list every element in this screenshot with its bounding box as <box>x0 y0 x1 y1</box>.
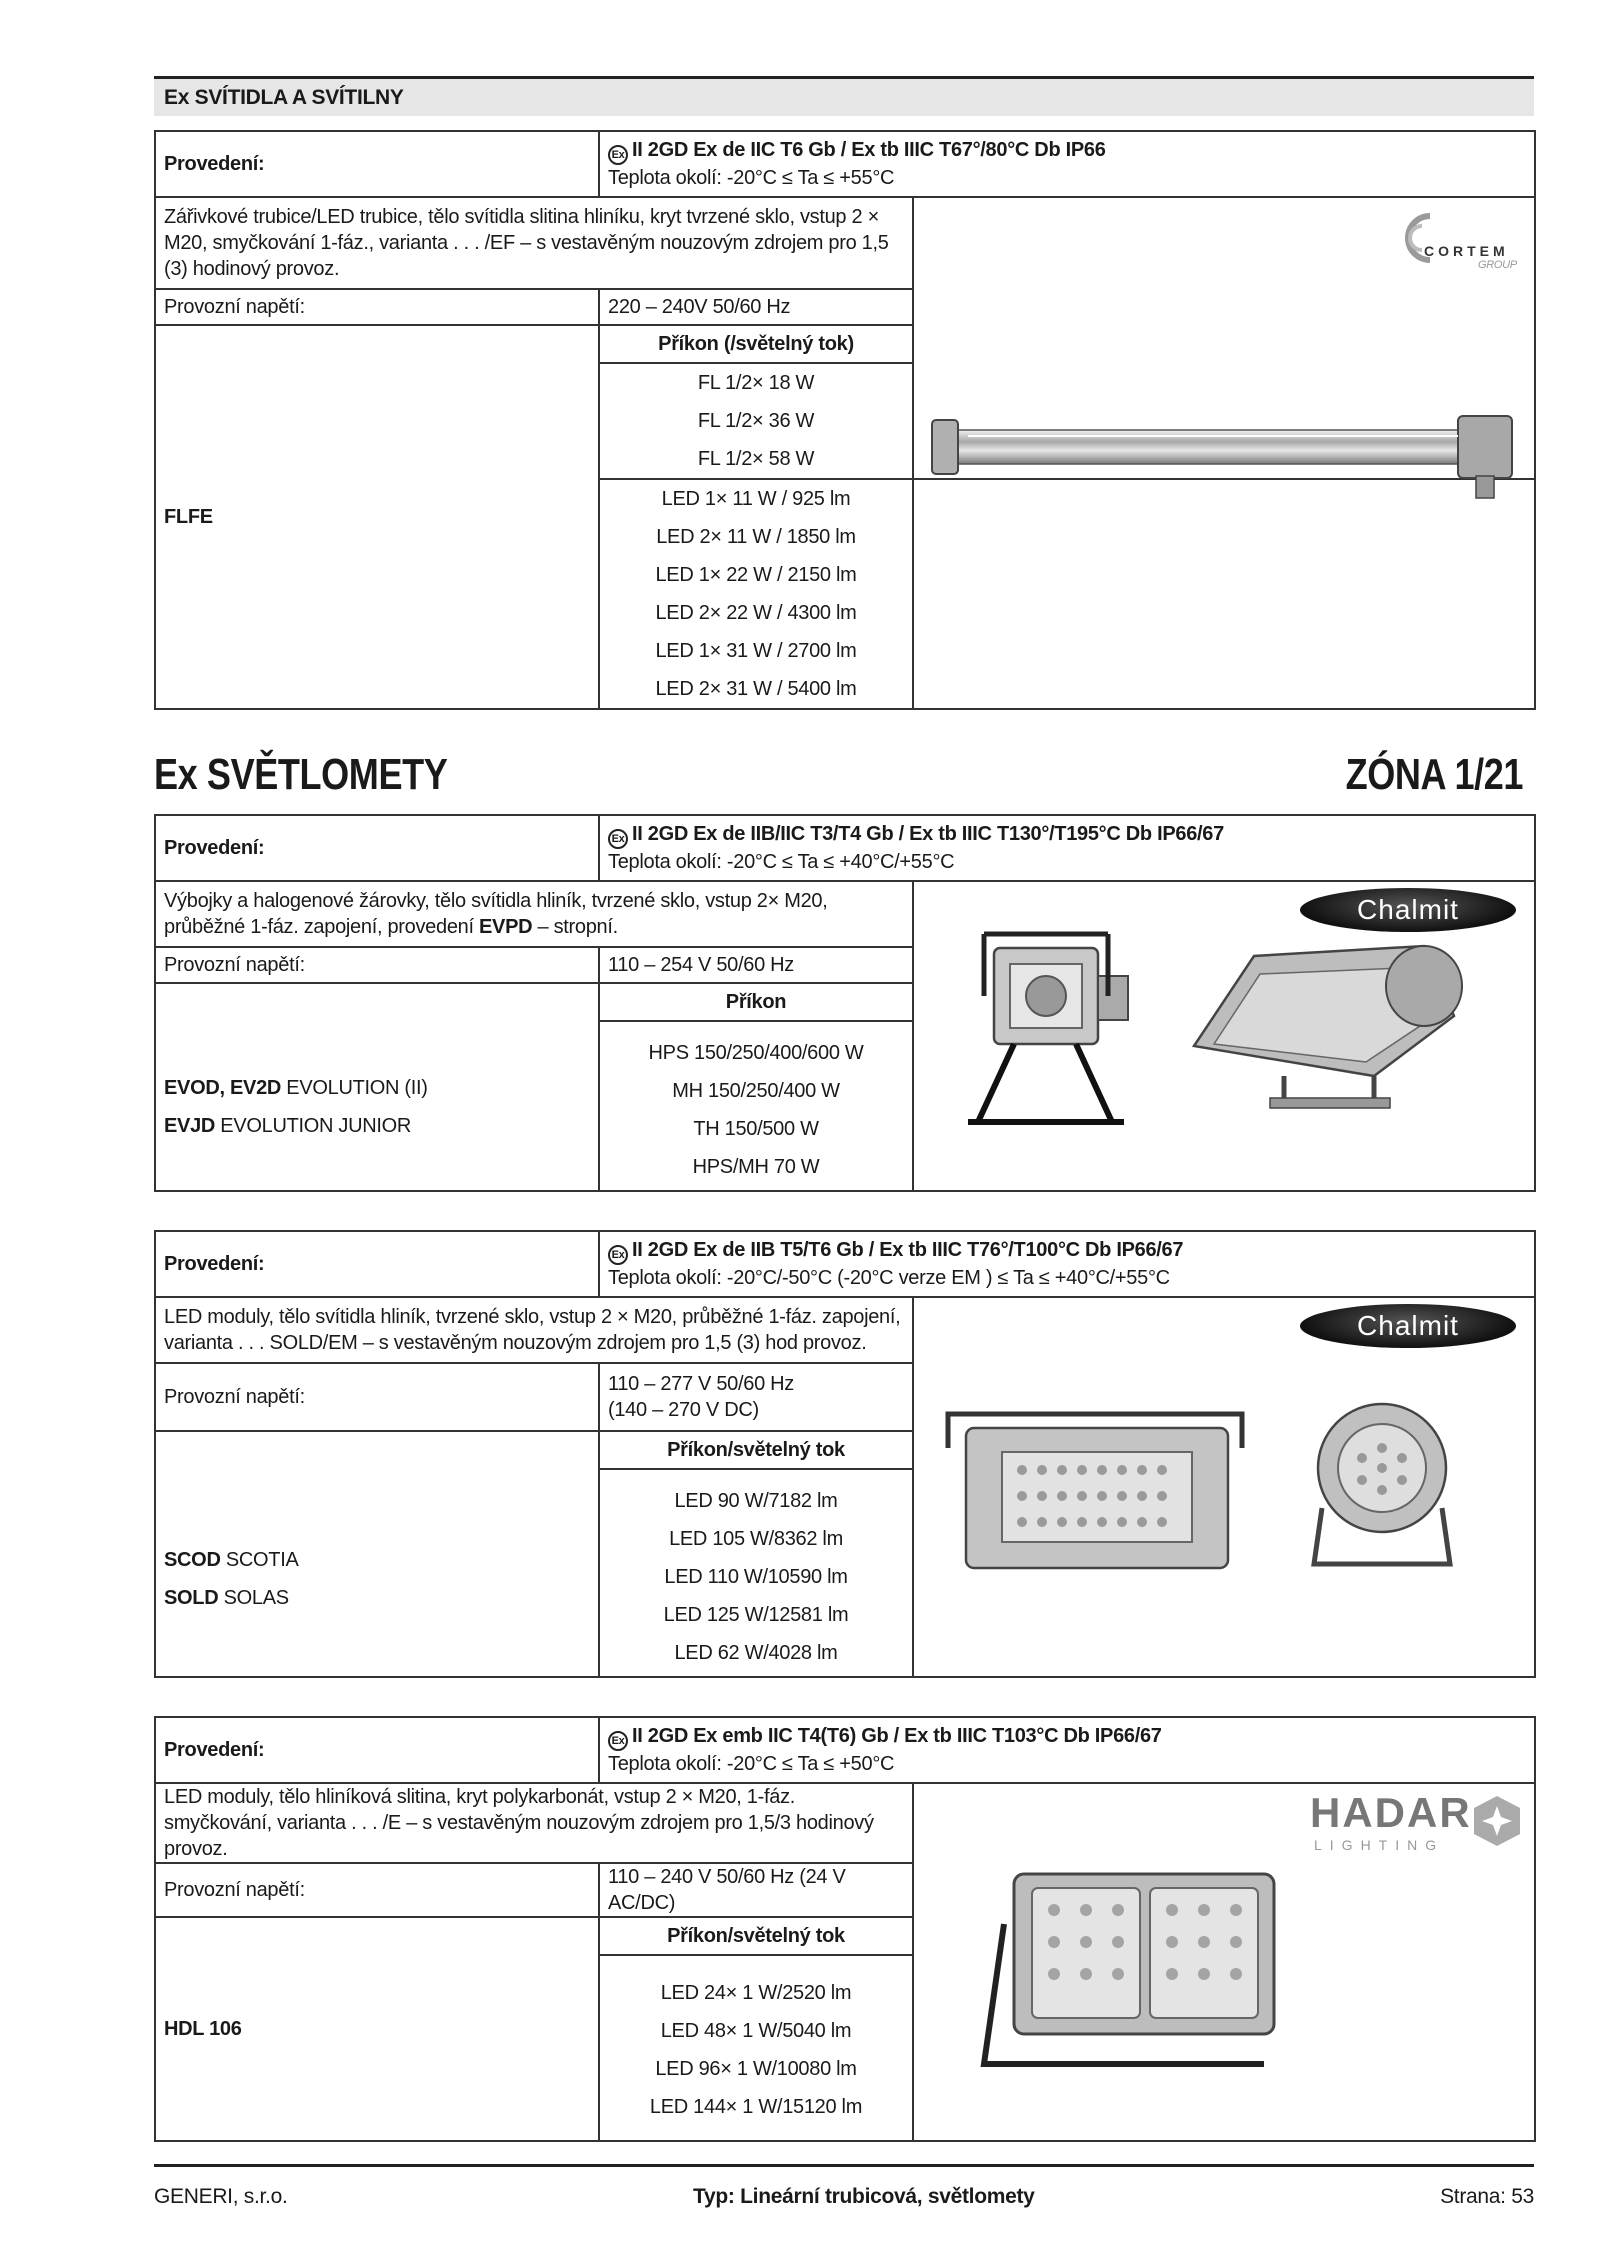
model-code: FLFE <box>164 506 213 528</box>
power-header: Příkon <box>599 983 913 1021</box>
model-item: SOLD SOLAS <box>164 1587 289 1609</box>
model-cell <box>155 1917 599 2141</box>
power-item: LED 62 W/4028 lm <box>674 1642 838 1664</box>
provedeni-label: Provedení: <box>164 1253 265 1275</box>
ex-rating: II 2GD Ex de IIB T5/T6 Gb / Ex tb IIIC T76°/T100°C Db IP66/67 <box>632 1239 1184 1261</box>
power-item: TH 150/500 W <box>693 1118 819 1140</box>
ambient-temperature: Teplota okolí: -20°C ≤ Ta ≤ +55°C <box>608 167 895 189</box>
power-list <box>599 1021 913 1191</box>
voltage-label: Provozní napětí: <box>155 289 599 325</box>
page <box>154 76 1534 2142</box>
model-cell <box>155 1431 599 1677</box>
voltage-label: Provozní napětí: <box>155 1863 599 1917</box>
ex-icon: Ex <box>608 829 628 849</box>
ambient-temperature: Teplota okolí: -20°C ≤ Ta ≤ +50°C <box>608 1753 895 1775</box>
ex-rating: II 2GD Ex emb IIC T4(T6) Gb / Ex tb IIIC T103°C Db IP66/67 <box>632 1725 1162 1747</box>
power-header: Příkon/světelný tok <box>599 1917 913 1955</box>
power-item: FL 1/2× 36 W <box>697 410 815 432</box>
chalmit-logo: Chalmit <box>1300 888 1516 932</box>
model-item: EVOD, EV2D EVOLUTION (II) <box>164 1077 428 1099</box>
description: LED moduly, tělo hliníková slitina, kryt polykarbonát, vstup 2 × M20, 1-fáz. smyčkování, varianta . . . /E – s vestavěným nouzovým zdrojem pro 1,5/3 hodinový provoz. <box>155 1783 913 1863</box>
power-group-led <box>599 479 913 709</box>
power-item: LED 2× 11 W / 1850 lm <box>656 526 856 548</box>
footer-company: GENERI, s.r.o. <box>154 2185 288 2208</box>
model-item: EVJD EVOLUTION JUNIOR <box>164 1115 412 1137</box>
ex-rating-cell <box>599 1717 1535 1783</box>
power-item: LED 110 W/10590 lm <box>664 1566 848 1588</box>
power-item: MH 150/250/400 W <box>672 1080 840 1102</box>
power-item: LED 1× 22 W / 2150 lm <box>655 564 857 586</box>
section-heading <box>154 750 1535 800</box>
power-group-fl <box>599 363 913 479</box>
tube-luminaire-image <box>928 406 1528 526</box>
ex-rating-cell <box>599 131 1535 197</box>
voltage-value: 110 – 254 V 50/60 Hz <box>599 947 913 983</box>
heading-left: Ex SVĚTLOMETY <box>154 750 448 799</box>
ex-icon: Ex <box>608 1245 628 1265</box>
power-item: HPS 150/250/400/600 W <box>648 1042 864 1064</box>
footer-type: Typ: Lineární trubicová, světlomety <box>693 2185 1035 2208</box>
power-item: LED 1× 11 W / 925 lm <box>661 488 851 510</box>
chalmit-logo: Chalmit <box>1300 1304 1516 1348</box>
power-item: FL 1/2× 18 W <box>697 372 815 394</box>
power-item: LED 48× 1 W/5040 lm <box>660 2020 852 2042</box>
power-item: LED 105 W/8362 lm <box>669 1528 843 1550</box>
hadar-icon <box>1470 1794 1524 1848</box>
ex-icon: Ex <box>608 1731 628 1751</box>
ambient-temperature: Teplota okolí: -20°C/-50°C (-20°C verze EM ) ≤ Ta ≤ +40°C/+55°C <box>608 1267 1170 1289</box>
power-item: HPS/MH 70 W <box>692 1156 820 1178</box>
power-item: LED 24× 1 W/2520 lm <box>660 1982 852 2004</box>
description: Zářivkové trubice/LED trubice, tělo svítidla slitina hliníku, kryt tvrzené sklo, vstup 2 × M20, smyčkování 1-fáz., varianta . . . /EF – s vestavěným nouzovým zdrojem pro 1,5 (3) hodinový provoz. <box>155 197 913 289</box>
voltage-label: Provozní napětí: <box>155 947 599 983</box>
heading-right: ZÓNA 1/21 <box>1345 750 1524 799</box>
ex-rating: II 2GD Ex de IIC T6 Gb / Ex tb IIIC T67°/80°C Db IP66 <box>632 139 1106 161</box>
product-image-cell <box>913 197 1535 479</box>
product-image-cell <box>913 1297 1535 1677</box>
ex-rating-cell <box>599 815 1535 881</box>
ex-rating-cell <box>599 1231 1535 1297</box>
spec-table-hdl106 <box>154 1716 1536 2142</box>
section-title: Ex SVÍTIDLA A SVÍTILNY <box>154 76 1534 116</box>
floodlight-image <box>954 926 1514 1126</box>
provedeni-label: Provedení: <box>164 837 265 859</box>
description: Výbojky a halogenové žárovky, tělo svítidla hliník, tvrzené sklo, vstup 2× M20, průběžné 1-fáz. zapojení, provedení EVPD – stropní. <box>155 881 913 947</box>
model-cell <box>155 325 599 709</box>
cortem-brand: CORTEM <box>1424 243 1509 259</box>
power-item: LED 1× 31 W / 2700 lm <box>655 640 857 662</box>
power-item: LED 96× 1 W/10080 lm <box>655 2058 857 2080</box>
ambient-temperature: Teplota okolí: -20°C ≤ Ta ≤ +40°C/+55°C <box>608 851 955 873</box>
footer-page-number: Strana: 53 <box>1440 2185 1534 2208</box>
voltage-value: 110 – 277 V 50/60 Hz (140 – 270 V DC) <box>599 1363 913 1431</box>
page-footer <box>154 2164 1534 2209</box>
power-item: LED 2× 22 W / 4300 lm <box>655 602 857 624</box>
hdl-floodlight-image <box>974 1864 1314 2084</box>
model-code: HDL 106 <box>164 2018 242 2040</box>
ex-rating: II 2GD Ex de IIB/IIC T3/T4 Gb / Ex tb IIIC T130°/T195°C Db IP66/67 <box>632 823 1224 845</box>
power-list <box>599 1469 913 1677</box>
hadar-logo <box>1310 1789 1530 1856</box>
power-item: LED 2× 31 W / 5400 lm <box>655 678 857 700</box>
cortem-sub: GROUP <box>1478 259 1517 271</box>
provedeni-label: Provedení: <box>155 131 599 197</box>
product-image-cell <box>913 881 1535 1191</box>
led-floodlights-image <box>942 1388 1502 1588</box>
spec-table-flfe <box>154 130 1536 710</box>
power-item: FL 1/2× 58 W <box>697 448 815 470</box>
product-image-cell <box>913 1783 1535 2141</box>
provedeni-label: Provedení: <box>164 1739 265 1761</box>
power-header: Příkon/světelný tok <box>599 1431 913 1469</box>
model-item: SCOD SCOTIA <box>164 1549 299 1571</box>
hadar-brand: HADAR <box>1310 1789 1472 1836</box>
ex-icon: Ex <box>608 145 628 165</box>
voltage-label: Provozní napětí: <box>155 1363 599 1431</box>
model-cell <box>155 983 599 1191</box>
power-header: Příkon (/světelný tok) <box>599 325 913 363</box>
cortem-logo <box>1400 206 1524 280</box>
voltage-value: 110 – 240 V 50/60 Hz (24 V AC/DC) <box>599 1863 913 1917</box>
power-item: LED 144× 1 W/15120 lm <box>649 2096 863 2118</box>
spec-table-evolution <box>154 814 1536 1192</box>
power-list <box>599 1955 913 2141</box>
power-item: LED 125 W/12581 lm <box>663 1604 849 1626</box>
power-item: LED 90 W/7182 lm <box>674 1490 838 1512</box>
voltage-value: 220 – 240V 50/60 Hz <box>599 289 913 325</box>
hadar-sub: LIGHTING <box>1314 1837 1445 1853</box>
description: LED moduly, tělo svítidla hliník, tvrzené sklo, vstup 2 × M20, průběžné 1-fáz. zapojení, varianta . . . SOLD/EM – s vestavěným nouzovým zdrojem pro 1,5 (3) hod provoz. <box>155 1297 913 1363</box>
spec-table-scotia-solas <box>154 1230 1536 1678</box>
